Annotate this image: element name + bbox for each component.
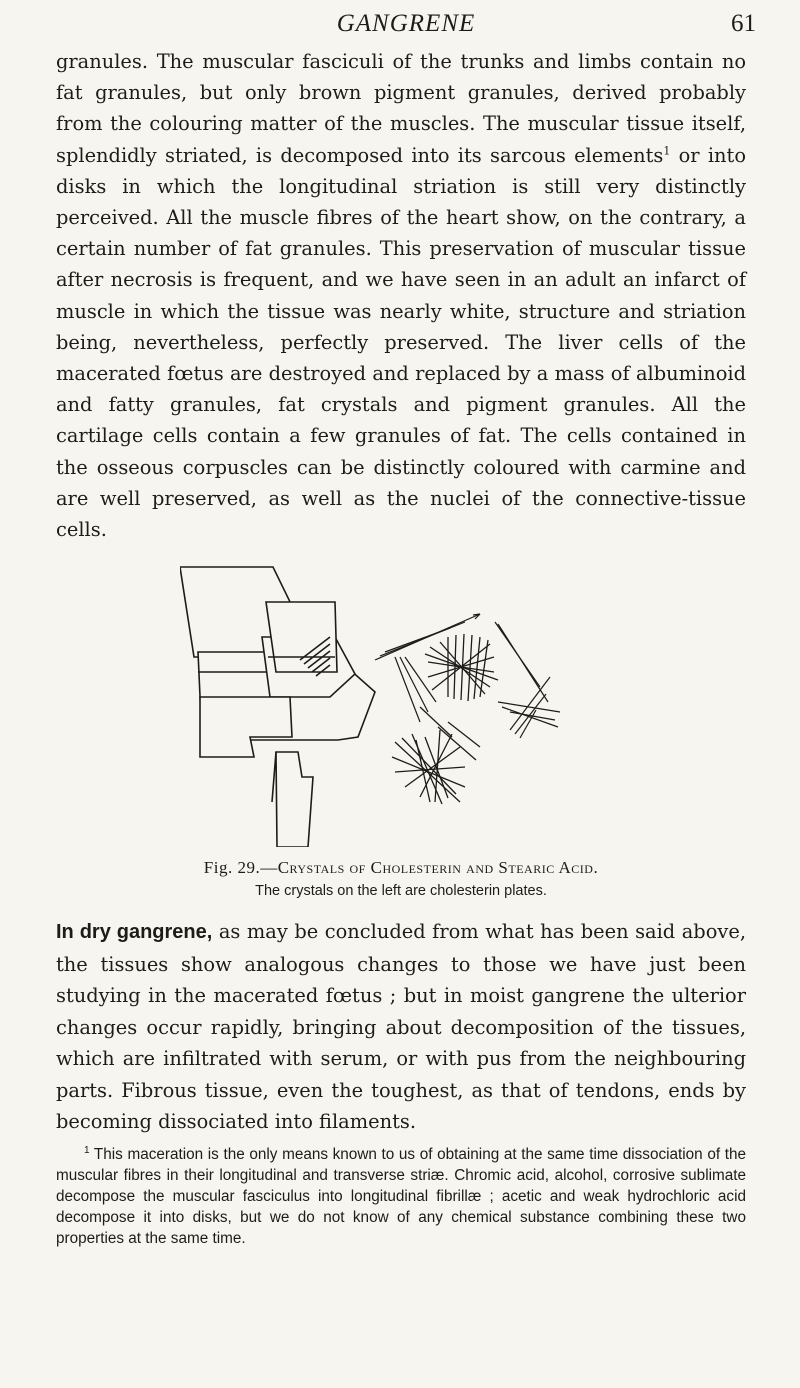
body-paragraph-bottom [56, 916, 746, 1138]
body-paragraph-top [56, 46, 746, 545]
body-text-bottom: as may be concluded from what has been said above, the tissues show analogous changes to those we have just been studying in the macerated fœtus ; but in moist gangrene the ulterior changes occur rapidly, bringing about decomposition of the tissues, which are infiltrated with serum, or with pus from the neighbouring parts. Fibrous tissue, even the toughest, as that of tendons, ends by becoming dissociated into filaments. [56, 920, 746, 1133]
page-header [56, 10, 756, 40]
figure-label: Fig. 29.— [203, 858, 278, 877]
cholesterin-plates [180, 567, 375, 847]
stearic-acid-needles [375, 614, 560, 804]
needle-cluster-lower [392, 707, 480, 804]
crystal-figure [180, 562, 600, 847]
body-text-part2: or into disks in which the longitudinal striation is still very distinctly perceived. All the muscle fibres of the heart show, on the contrary, a certain number of fat granules. This preservation of muscular tissue after necrosis is frequent, and we have seen in an adult an infarct of muscle in which the tissue was nearly white, structure and striation being, nevertheless, perfectly preserved. The liver cells of the macerated fœtus are destroyed and replaced by a mass of albuminoid and fatty granules, fat crystals and pigment granules. All the cartilage cells contain a few granules of fat. The cells contained in the osseous corpuscles can be distinctly coloured with carmine and are well preserved, as well as the nuclei of the connective-tissue cells. [56, 143, 746, 542]
footnote-text: This maceration is the only means known to us of obtaining at the same time dissociation of the muscular fibres in their longitudinal and transverse striæ. Chromic acid, alcohol, corrosive sublimate decompose the muscular fasciculus into longitudinal fibrillæ ; acetic and weak hydrochloric acid decompose it into disks, but we do not know of any chemical substance combining these two properties at the same time. [56, 1146, 746, 1247]
run-in-heading: In dry gangrene, [56, 921, 213, 943]
footnote-reference: 1 [663, 144, 671, 158]
running-title: GANGRENE [336, 10, 476, 37]
page-number: 61 [731, 10, 756, 37]
footnote [56, 1144, 746, 1249]
figure-caption [56, 858, 746, 878]
body-text-part1: granules. The muscular fasciculi of the trunks and limbs contain no fat granules, but only brown pigment granules, derived probably from the colouring matter of the muscles. The muscular tissue itself, splendidly striated, is decomposed into its sarcous elements [56, 50, 746, 167]
figure-subcaption: The crystals on the left are cholesterin plates. [255, 883, 547, 899]
figure-title: Crystals of Cholesterin and Stearic Acid. [277, 858, 599, 877]
crystal-illustration [180, 562, 600, 847]
needle-cluster-upper [425, 634, 498, 701]
footnote-mark: 1 [84, 1144, 90, 1156]
